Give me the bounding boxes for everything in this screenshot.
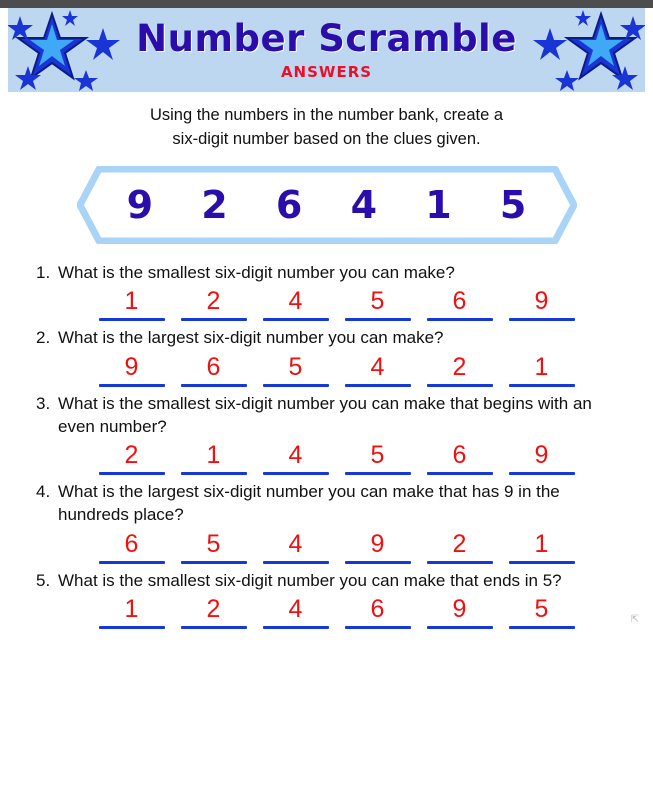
answer-line xyxy=(263,472,329,475)
answer-value: 9 xyxy=(452,595,467,624)
number-bank-values xyxy=(77,166,577,244)
question-text-row xyxy=(36,481,617,526)
answer-slot[interactable] xyxy=(99,288,165,321)
answer-line xyxy=(263,384,329,387)
answer-line xyxy=(509,626,575,629)
answer-line xyxy=(427,561,493,564)
answer-slot[interactable] xyxy=(99,596,165,629)
answer-line xyxy=(509,561,575,564)
answer-slot[interactable] xyxy=(509,531,575,564)
instructions-line-2: six-digit number based on the clues given. xyxy=(172,129,481,148)
answer-line xyxy=(99,626,165,629)
answer-value: 5 xyxy=(288,353,303,382)
answer-line xyxy=(427,626,493,629)
window-top-bar xyxy=(0,0,653,8)
answer-value: 4 xyxy=(288,595,303,624)
answer-value: 4 xyxy=(288,441,303,470)
bank-number: 4 xyxy=(350,182,378,227)
answer-value: 1 xyxy=(534,353,549,382)
answer-line xyxy=(181,561,247,564)
question-prompt: What is the largest six-digit number you can make? xyxy=(58,328,444,348)
question-number: 4. xyxy=(36,482,51,502)
answer-slot[interactable] xyxy=(181,442,247,475)
answer-value: 2 xyxy=(452,353,467,382)
answer-line xyxy=(263,626,329,629)
answer-line xyxy=(99,561,165,564)
question-prompt: What is the smallest six-digit number you can make that ends in 5? xyxy=(58,570,562,590)
answer-value: 5 xyxy=(370,441,385,470)
answer-row xyxy=(36,531,617,564)
answer-value: 5 xyxy=(206,529,221,558)
answer-slot[interactable] xyxy=(99,442,165,475)
question-text-row xyxy=(36,393,617,438)
answer-value: 1 xyxy=(534,529,549,558)
answer-slot[interactable] xyxy=(263,442,329,475)
question-prompt: What is the smallest six-digit number you can make that begins with an even number? xyxy=(58,394,592,436)
answer-slot[interactable] xyxy=(427,442,493,475)
answer-line xyxy=(345,318,411,321)
answer-slot[interactable] xyxy=(509,596,575,629)
answer-line xyxy=(181,472,247,475)
page-title: Number Scramble xyxy=(136,17,517,60)
answer-row xyxy=(36,596,617,629)
question-item xyxy=(36,327,617,387)
answer-line xyxy=(99,318,165,321)
answer-line xyxy=(345,472,411,475)
question-text-row xyxy=(36,327,617,350)
answer-row xyxy=(36,354,617,387)
worksheet-page xyxy=(0,8,653,629)
answer-line xyxy=(509,472,575,475)
answer-value: 1 xyxy=(124,595,139,624)
answer-slot[interactable] xyxy=(181,531,247,564)
question-item xyxy=(36,570,617,630)
answer-slot[interactable] xyxy=(509,288,575,321)
answer-line xyxy=(263,561,329,564)
bank-number: 1 xyxy=(425,182,452,227)
answer-line xyxy=(509,384,575,387)
answer-value: 2 xyxy=(206,595,221,624)
question-prompt: What is the smallest six-digit number you can make? xyxy=(58,262,455,282)
answer-slot[interactable] xyxy=(427,596,493,629)
instructions-line-1: Using the numbers in the number bank, create a xyxy=(149,106,504,124)
answer-value: 1 xyxy=(206,441,221,470)
bank-number: 2 xyxy=(201,182,228,227)
answer-line xyxy=(427,318,493,321)
header-banner xyxy=(8,8,645,92)
answer-value: 9 xyxy=(534,441,549,470)
answer-slot[interactable] xyxy=(181,596,247,629)
bank-number: 9 xyxy=(126,182,154,227)
answer-line xyxy=(345,384,411,387)
answer-value: 6 xyxy=(452,441,467,470)
answer-value: 2 xyxy=(452,529,467,558)
answer-value: 4 xyxy=(288,529,303,558)
answer-slot[interactable] xyxy=(345,531,411,564)
answer-slot[interactable] xyxy=(263,288,329,321)
answer-value: 9 xyxy=(370,529,385,558)
answer-slot[interactable] xyxy=(99,354,165,387)
question-text-row xyxy=(36,262,617,285)
answer-line xyxy=(509,318,575,321)
page-corner-mark: ⇱ xyxy=(630,614,639,626)
answer-slot[interactable] xyxy=(509,354,575,387)
bank-number: 5 xyxy=(499,182,527,227)
question-number: 3. xyxy=(36,394,51,414)
answer-line xyxy=(181,384,247,387)
answer-value: 6 xyxy=(452,287,467,316)
answer-line xyxy=(427,384,493,387)
answer-line xyxy=(345,561,411,564)
answer-line xyxy=(99,472,165,475)
questions-list xyxy=(36,262,617,629)
answer-line xyxy=(181,626,247,629)
question-text-row xyxy=(36,570,617,593)
answer-value: 4 xyxy=(370,353,385,382)
answer-line xyxy=(345,626,411,629)
bank-number: 6 xyxy=(275,182,303,227)
answer-value: 6 xyxy=(206,353,221,382)
answer-slot[interactable] xyxy=(263,531,329,564)
instructions xyxy=(70,104,583,152)
answer-slot[interactable] xyxy=(345,288,411,321)
page-subtitle: ANSWERS xyxy=(280,63,373,81)
answer-slot[interactable] xyxy=(427,288,493,321)
answer-row xyxy=(36,442,617,475)
answer-value: 9 xyxy=(534,287,549,316)
answer-line xyxy=(263,318,329,321)
answer-line xyxy=(181,318,247,321)
answer-line xyxy=(427,472,493,475)
answer-value: 2 xyxy=(206,287,221,316)
answer-value: 2 xyxy=(124,441,139,470)
answer-slot[interactable] xyxy=(181,288,247,321)
question-number: 2. xyxy=(36,328,51,348)
question-item xyxy=(36,262,617,322)
answer-value: 6 xyxy=(124,529,139,558)
answer-slot[interactable] xyxy=(509,442,575,475)
answer-slot[interactable] xyxy=(263,354,329,387)
answer-slot[interactable] xyxy=(345,596,411,629)
question-item xyxy=(36,481,617,563)
answer-value: 5 xyxy=(534,595,549,624)
answer-row xyxy=(36,288,617,321)
answer-value: 9 xyxy=(124,353,139,382)
number-bank xyxy=(77,166,577,244)
answer-slot[interactable] xyxy=(427,354,493,387)
question-item xyxy=(36,393,617,475)
answer-value: 6 xyxy=(370,595,385,624)
answer-value: 5 xyxy=(370,287,385,316)
answer-slot[interactable] xyxy=(181,354,247,387)
answer-slot[interactable] xyxy=(345,442,411,475)
question-number: 1. xyxy=(36,262,51,282)
number-bank-container xyxy=(0,166,653,244)
answer-slot[interactable] xyxy=(427,531,493,564)
answer-value: 4 xyxy=(288,287,303,316)
question-prompt: What is the largest six-digit number you can make that has 9 in the hundreds place? xyxy=(58,482,560,524)
question-number: 5. xyxy=(36,570,51,590)
answer-slot[interactable] xyxy=(99,531,165,564)
answer-value: 1 xyxy=(124,287,139,316)
answer-line xyxy=(99,384,165,387)
answer-slot[interactable] xyxy=(263,596,329,629)
answer-slot[interactable] xyxy=(345,354,411,387)
